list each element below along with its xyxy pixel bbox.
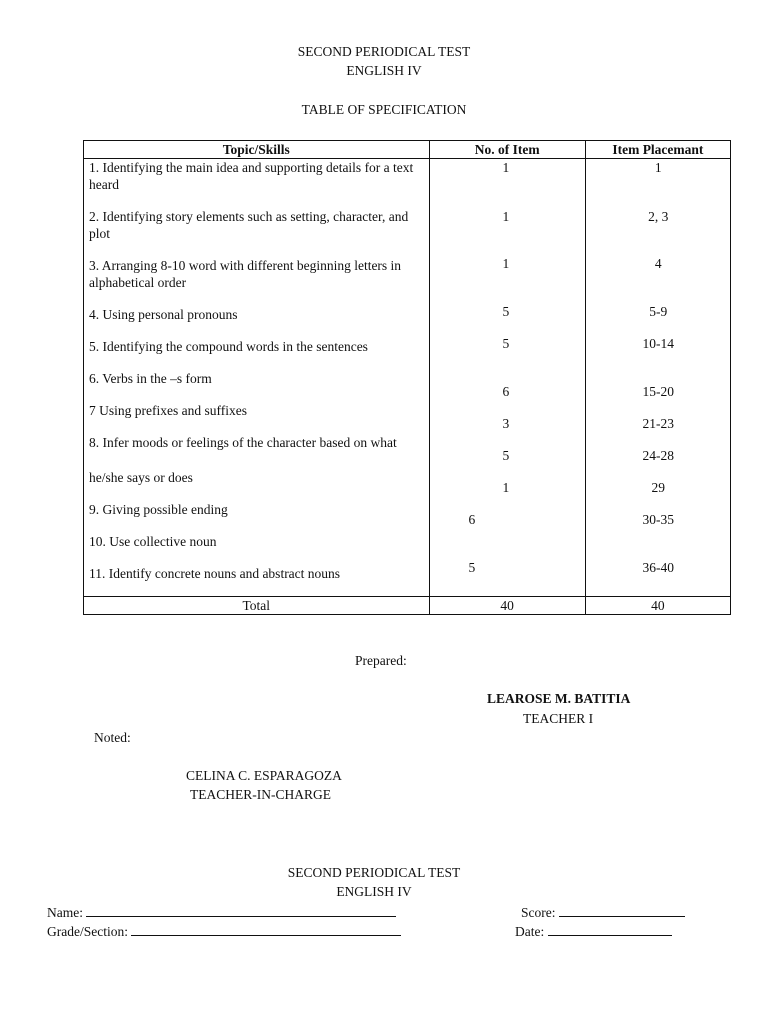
item-placement: 1 [654,160,662,175]
prepared-label: Prepared: [355,653,407,668]
item-count: 5 [468,560,476,575]
topic-item: 1. Identifying the main idea and supporting details for a text heard [89,160,414,192]
placements-cell [585,159,730,597]
total-placement: 40 [585,597,730,615]
total-row [84,597,731,615]
item-count: 1 [502,160,510,175]
score-line [521,904,685,921]
name-line [47,904,396,921]
noter-name: CELINA C. ESPARAGOZA [186,768,342,783]
table-header-row [84,141,731,159]
item-count: 5 [502,448,510,463]
grade-section-line [47,923,401,940]
grade-section-label: Grade/Section: [47,924,128,939]
score-blank[interactable] [559,904,685,917]
topic-item: 8. Infer moods or feelings of the character based on what [89,435,397,450]
topic-item: 6. Verbs in the –s form [89,371,212,386]
name-blank[interactable] [86,904,396,917]
item-placement: 5-9 [649,304,668,319]
item-placement: 21-23 [642,416,675,431]
topic-item: 2. Identifying story elements such as setting, character, and plot [89,209,409,241]
topic-item: 11. Identify concrete nouns and abstract nouns [89,566,341,581]
topic-item: 3. Arranging 8-10 word with different beginning letters in alphabetical order [89,258,402,290]
item-count: 6 [502,384,510,399]
topic-item: 4. Using personal pronouns [89,307,238,322]
table-body-row [84,159,731,597]
topics-cell [84,159,430,597]
subject-title: ENGLISH IV [346,63,422,78]
item-placement: 24-28 [642,448,675,463]
preparer-title: TEACHER I [523,711,594,726]
specification-table [83,140,731,615]
item-count: 3 [502,416,510,431]
topic-item: 10. Use collective noun [89,534,217,549]
name-label: Name: [47,905,83,920]
test-title: SECOND PERIODICAL TEST [297,44,471,59]
preparer-name: LEAROSE M. BATITIA [487,691,631,706]
header-placement: Item Placemant [585,141,730,159]
item-count: 5 [502,304,510,319]
item-placement: 15-20 [642,384,675,399]
item-placement: 10-14 [642,336,675,351]
topic-item: 5. Identifying the compound words in the sentences [89,339,368,354]
table-title: TABLE OF SPECIFICATION [301,102,467,117]
header-count: No. of Item [429,141,585,159]
noter-title: TEACHER-IN-CHARGE [190,787,331,802]
total-label: Total [84,597,430,615]
date-line [515,923,672,940]
item-placement: 2, 3 [648,209,669,224]
counts-cell [429,159,585,597]
noted-label: Noted: [94,730,131,745]
topic-item: 9. Giving possible ending [89,502,228,517]
item-count: 1 [502,209,510,224]
date-label: Date: [515,924,545,939]
item-placement: 30-35 [642,512,675,527]
item-count: 6 [468,512,476,527]
header-topic: Topic/Skills [84,141,430,159]
item-count: 1 [502,480,510,495]
item-count: 5 [502,336,510,351]
item-placement: 29 [651,480,666,495]
topic-item: 7 Using prefixes and suffixes [89,403,247,418]
second-test-title: SECOND PERIODICAL TEST [287,865,461,880]
item-count: 1 [502,256,510,271]
score-label: Score: [521,905,556,920]
total-items: 40 [429,597,585,615]
grade-section-blank[interactable] [131,923,401,936]
item-placement: 36-40 [642,560,675,575]
second-subject-title: ENGLISH IV [336,884,412,899]
item-placement: 4 [654,256,662,271]
topic-item: he/she says or does [89,470,193,485]
date-blank[interactable] [548,923,672,936]
